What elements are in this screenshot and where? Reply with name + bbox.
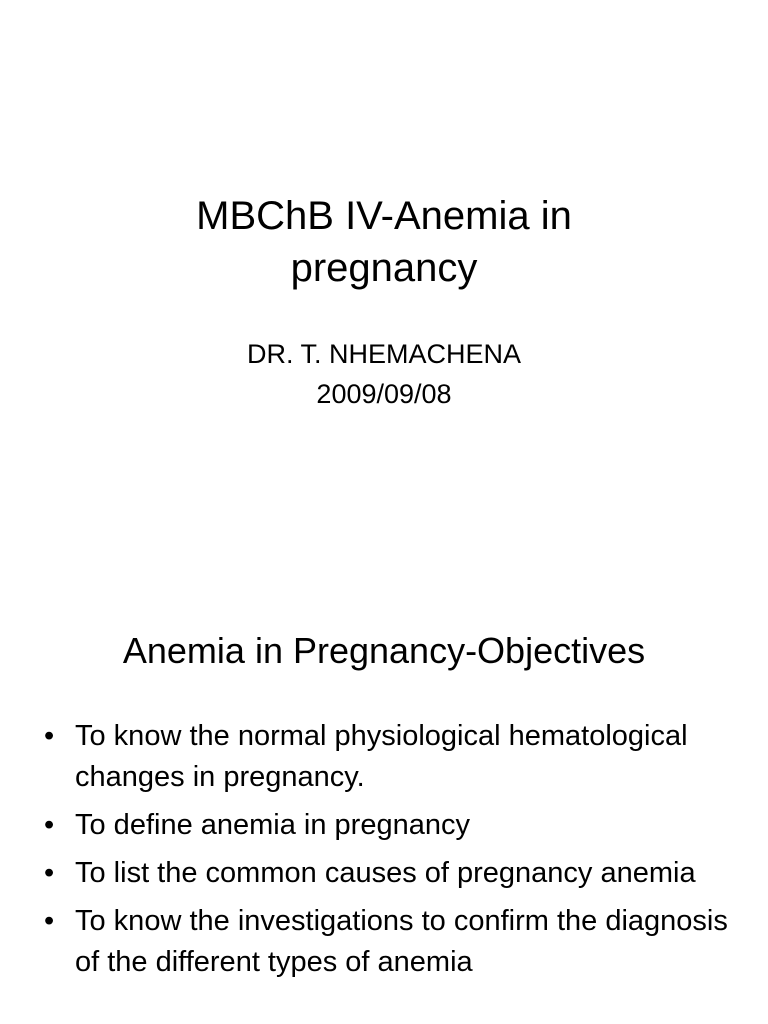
objective-text: To know the investigations to confirm the diagnosis of the different types of anemia bbox=[75, 905, 728, 978]
objectives-title: Anemia in Pregnancy-Objectives bbox=[122, 630, 646, 671]
list-item bbox=[44, 853, 734, 894]
slide-title-line-2: pregnancy bbox=[290, 246, 478, 290]
author-name: DR. T. NHEMACHENA bbox=[246, 339, 522, 369]
objective-text: To list the common causes of pregnancy anemia bbox=[75, 857, 696, 889]
presentation-date: 2009/09/08 bbox=[316, 379, 452, 409]
list-item bbox=[44, 805, 734, 846]
list-item bbox=[44, 901, 734, 983]
slide-subtitle bbox=[0, 334, 768, 414]
slide-title bbox=[0, 190, 768, 294]
bullet-icon: • bbox=[44, 905, 55, 937]
slide-title-line-1: MBChB IV-Anemia in bbox=[196, 194, 572, 238]
objective-text: To define anemia in pregnancy bbox=[75, 809, 470, 841]
objectives-slide bbox=[0, 576, 768, 1024]
bullet-icon: • bbox=[44, 857, 55, 889]
objective-text: To know the normal physiological hematological changes in pregnancy. bbox=[75, 720, 688, 793]
bullet-icon: • bbox=[44, 720, 55, 752]
objectives-list bbox=[44, 716, 734, 990]
list-item bbox=[44, 716, 734, 798]
bullet-icon: • bbox=[44, 809, 55, 841]
